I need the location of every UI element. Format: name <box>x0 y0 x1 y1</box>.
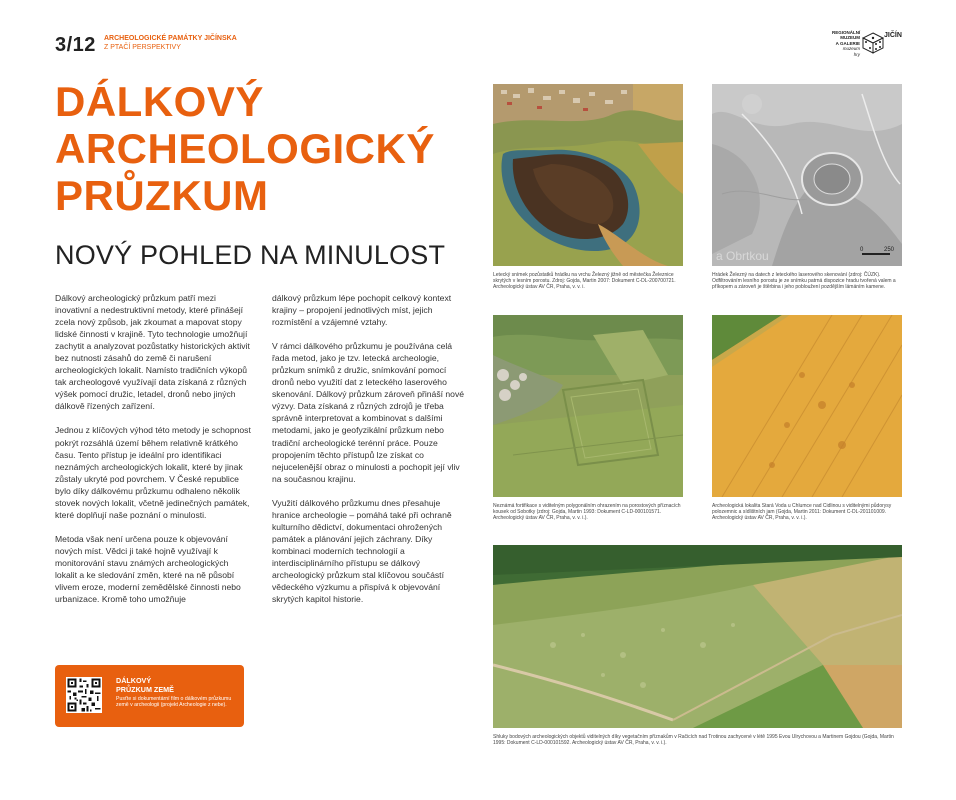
paragraph: Využití dálkového průzkumu dnes přesahuje hranice archeologie – pomáhá také při ochraně kulturního dědictví, dokumentaci ohrožených památek a plánování jejich záchrany. Díky kombinaci moderních technologií a interdisciplinárního přístupu se dálkový archeologický průzkum stal klíčovou součástí vědeckého výzkumu a přispívá k objevování skrytých kapitol historie. <box>272 497 452 605</box>
qr-code-icon[interactable] <box>66 677 102 713</box>
logo-line: hry <box>853 51 860 57</box>
qr-box-text: Pusťte si dokumentární film o dálkovém průzkumu země v archeologii (projekt Archeologie z nebe). <box>116 696 232 709</box>
logo-town: JIČÍN <box>884 32 902 39</box>
title-line: PRŮZKUM <box>55 172 269 219</box>
page-number: 3/12 <box>55 34 96 56</box>
paragraph: Metoda však není určena pouze k objevování nových míst. Vědci ji také hojně využívají k monitorování stavu známých archeologických lokalit a ke sledování změn, které na ně působí vlivem eroze, moderní zemědělské činnosti nebo urbanizace. Kromě toho umožňuje <box>55 533 241 605</box>
series-title <box>104 34 237 52</box>
qr-box-title <box>116 677 174 694</box>
main-title <box>55 78 435 219</box>
logo-text <box>832 30 860 57</box>
paragraph: dálkový průzkum lépe pochopit celkový kontext krajiny – propojení jednotlivých míst, jejich rozmístění a vzájemné vztahy. <box>272 293 452 328</box>
photo-stara-voda-field <box>712 315 902 497</box>
series-title-line1: ARCHEOLOGICKÉ PAMÁTKY JIČÍNSKA <box>104 35 237 42</box>
qr-info-box[interactable] <box>55 665 244 727</box>
qr-title-line: DÁLKOVÝ <box>116 676 152 685</box>
photo-racice-wide <box>493 545 902 728</box>
title-line: DÁLKOVÝ <box>55 78 264 125</box>
caption-hradek-aerial: Letecký snímek pozůstatků hrádku na vrchu Železný jižně od městečka Železnice skrytých v lesním porostu. Zdroj: Gojda, Martin 2007: Dokument C-DL-200700721. Archeologický ústav AV ČR, Praha, v. v. i. <box>493 272 676 291</box>
scale-label-start: 0 <box>860 247 864 253</box>
logo-line: muzeum <box>842 46 860 52</box>
dice-logo-icon <box>862 32 884 54</box>
caption-stara-voda: Archeologická lokalita Stará Voda u Chlumce nad Cidlinou s viditelnými půdorysy polozemnic a sídlištních jam (Gojda, Martin 2011: Dokument C-DL-201101009. Archeologický ústav AV ČR, Praha, v. v. i.). <box>712 503 892 522</box>
paragraph: Dálkový archeologický průzkum patří mezi inovativní a nedestruktivní metody, které přinášejí zcela nový způsob, jak zkoumat a mapovat stopy lidské činnosti v krajině. Tyto technologie umožňují zachytit a analyzovat pozůstatky historických aktivit bez nutnosti zásahů do země či narušení archeologických lokalit. Namísto tradičních výkopů tak archeologové využívají data získaná z různých výšek pomocí družic, letadel, dronů nebo jiných dálkově řízených zařízení. <box>55 293 250 412</box>
series-title-line2: Z PTAČÍ PERSPEKTIVY <box>104 44 181 51</box>
paragraph: Jednou z klíčových výhod této metody je schopnost pokrýt rozsáhlá území během relativně krátkého času. Tento přístup je ideální pro identifikaci neznámých archeologických lokalit, které by jinak zůstaly ukryté pod povrchem. V České republice bylo díky dálkovému průzkumu odhaleno několik stovek nových lokalit, včetně jedinečných památek, které doplňují naše poznání o minulosti. <box>55 425 251 520</box>
logo-line: REGIONÁLNÍ <box>832 30 861 35</box>
caption-racice: Shluky bodových archeologických objektů viditelných díky vegetačním příznakům v Račicích nad Trotinou zachycené v létě 1995 Evou Ulrychovou a Martinem Gojdou (Gojda, Martin 1995: Dokument C-LD-000101592. Archeologický ústav AV ČR, Praha, v. v. i.). <box>493 734 894 747</box>
scale-label-end: 250 <box>884 247 895 253</box>
qr-title-line: PRŮZKUM ZEMĚ <box>116 684 174 694</box>
body-column-1 <box>55 292 251 617</box>
body-column-2 <box>272 292 468 617</box>
photo-sobotka-fortification <box>493 315 683 497</box>
photo-hradek-zelezny-aerial <box>493 84 683 266</box>
photo-hradek-zelezny-lidar <box>712 84 902 266</box>
caption-hradek-lidar: Hrádek Železný na datech z leteckého laserového skenování (zdroj: ČÚZK). Odfiltrováním lesního porostu je ze snímku patrná dispozice hradu tvořená valem a příkopem a zároveň je štěrbina i jeho pobloužení pozdějším lámáním kamene. <box>712 272 896 291</box>
logo-line: MUZEUM <box>840 35 860 41</box>
caption-sobotka: Neznámá fortifikace s viditelným polygonálním ohrazením na porostových příznacích kousek od Sobotky (zdroj: Gojda, Martin 1993: Dokument C-LD-000101571. Archeologický ústav AV ČR, Praha, v. v. i.). <box>493 503 681 522</box>
museum-logo <box>832 28 902 58</box>
title-line: ARCHEOLOGICKÝ <box>55 125 435 172</box>
subtitle: NOVÝ POHLED NA MINULOST <box>55 240 446 270</box>
logo-line: A GALERIE <box>835 40 860 46</box>
lidar-overlay-label: a Obrtkou <box>716 249 769 263</box>
paragraph: V rámci dálkového průzkumu je používána celá řada metod, jako je tzv. letecká archeologie, průzkum snímků z družic, snímkování pomocí dronů nebo využití dat z leteckého laserového skenování. Dálkový průzkum zároveň přináší nové výzvy. Data získaná z různých zdrojů je třeba správně interpretovat a kombinovat s dalšími metodami, jako je geofyzikální průzkum nebo tradiční archeologické terénní práce. Pouze propojením těchto přístupů lze získat co nejucelenější obraz o minulosti a pochopit její vliv na současnou krajinu. <box>272 341 465 484</box>
